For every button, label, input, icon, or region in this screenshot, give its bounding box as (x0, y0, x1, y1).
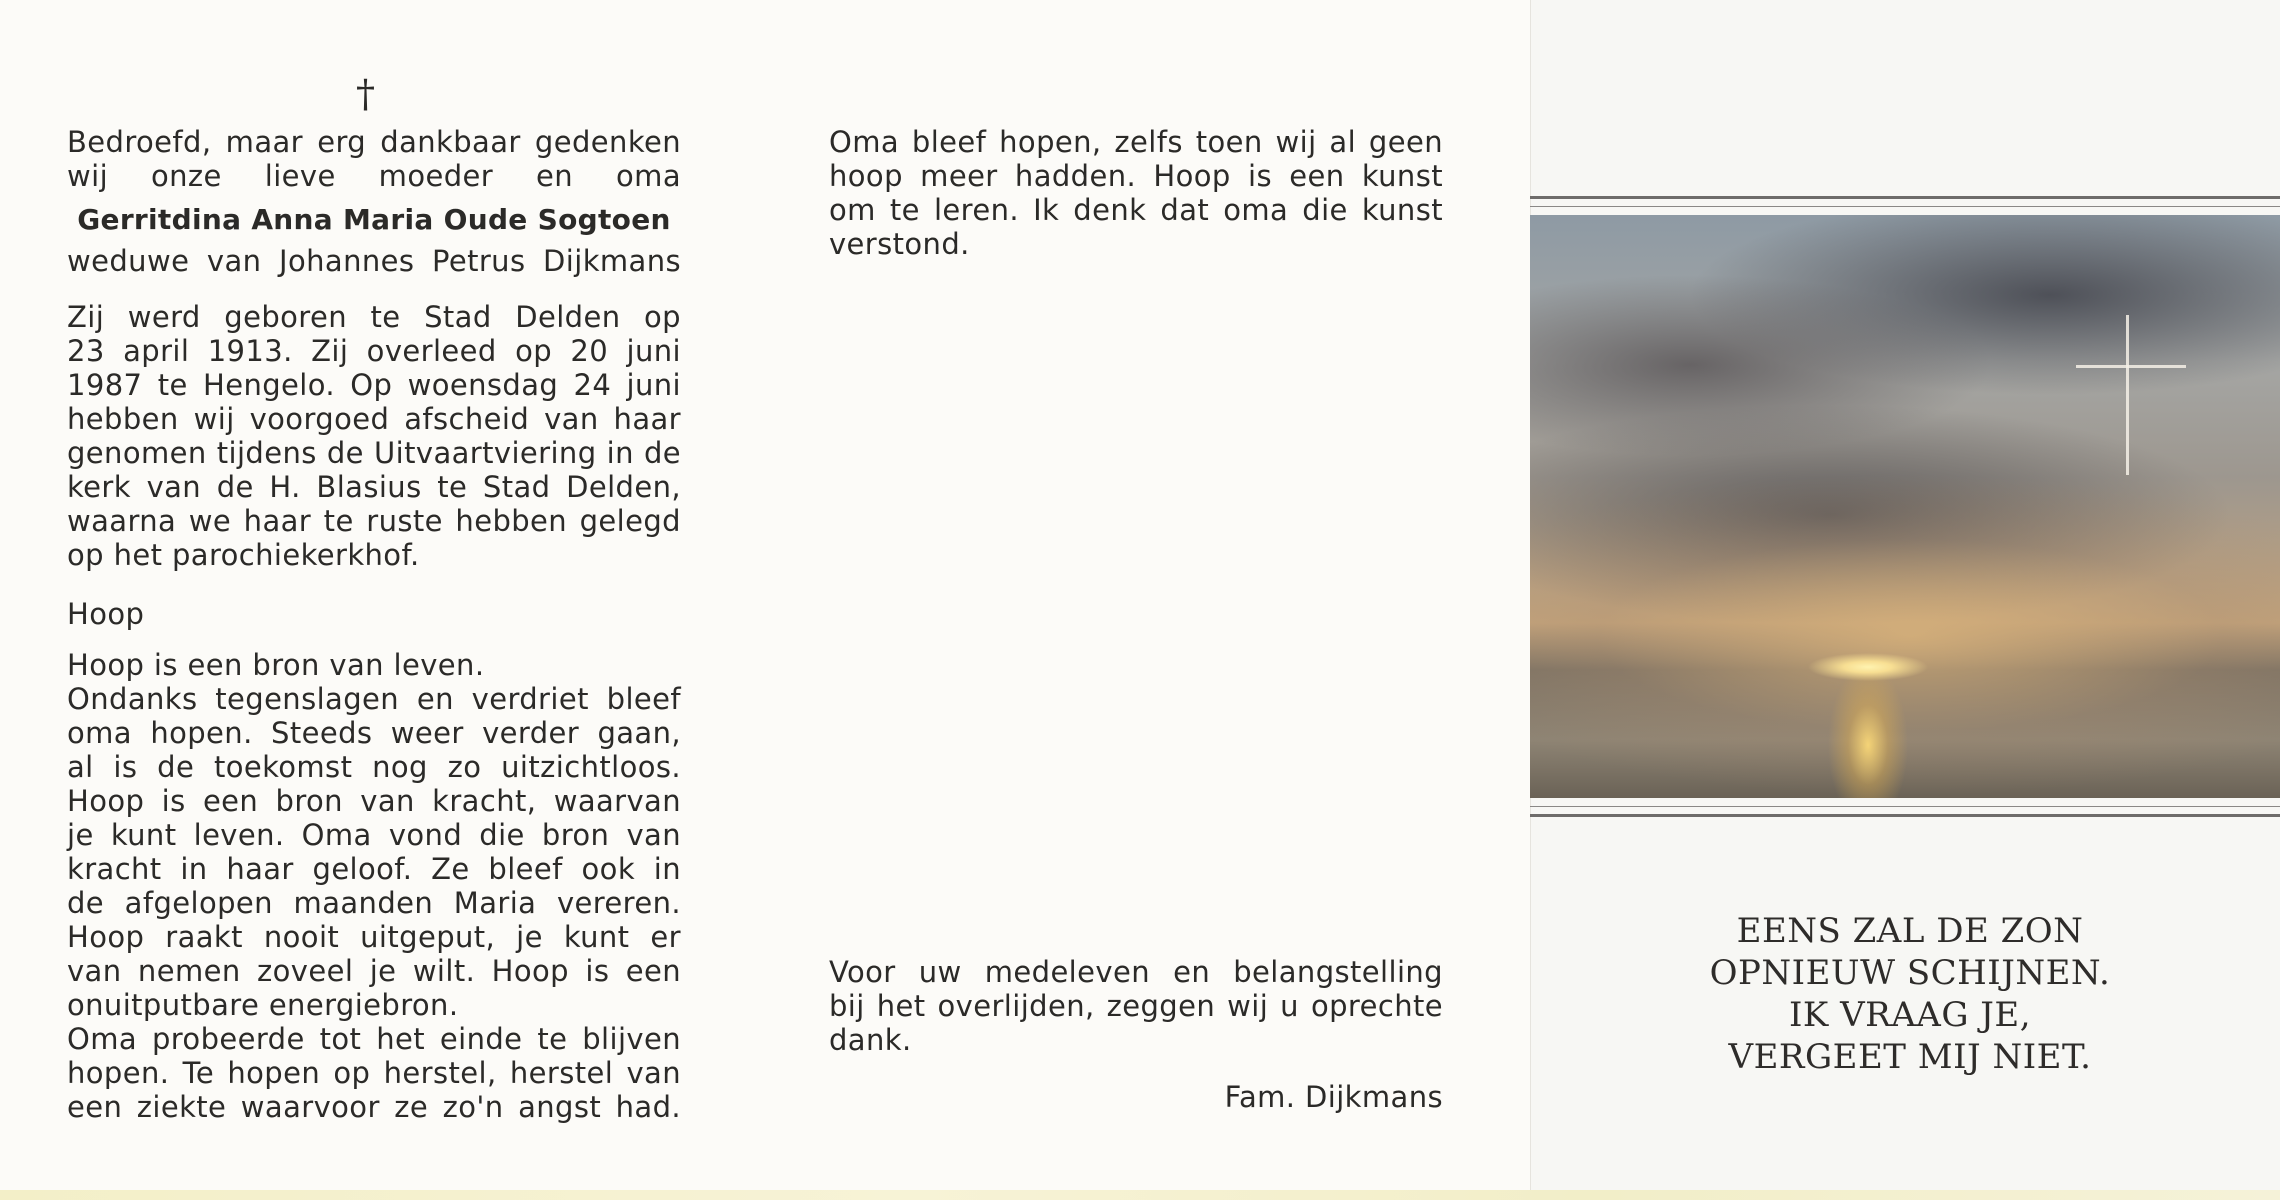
poem-line: al is de toekomst nog zo uitzichtloos. (67, 750, 681, 784)
verse-line: VERGEET MIJ NIET. (1728, 1037, 2092, 1077)
bio-line: hebben wij voorgoed afscheid van haar (67, 402, 681, 436)
intro-line: wij onze lieve moeder en oma (67, 159, 681, 193)
divider (1530, 206, 2280, 207)
divider (1530, 806, 2280, 807)
signature: Fam. Dijkmans (1224, 1080, 1443, 1114)
verse-text (1640, 910, 2180, 1078)
intro-line: Bedroefd, maar erg dankbaar gedenken (67, 125, 681, 159)
cross-icon (2126, 315, 2129, 475)
divider (1530, 814, 2280, 817)
poem-line: onuitputbare energiebron. (67, 988, 459, 1022)
verse-line: OPNIEUW SCHIJNEN. (1709, 953, 2111, 993)
poem-line: je kunt leven. Oma vond die bron van (67, 818, 681, 852)
poem-line: hopen. Te hopen op herstel, herstel van (67, 1056, 681, 1090)
verse-line: IK VRAAG JE, (1788, 995, 2032, 1035)
poem-line: Hoop is een bron van leven. (67, 648, 485, 682)
continuation-text (829, 125, 1443, 261)
poem-line: de afgelopen maanden Maria vereren. (67, 886, 681, 920)
thanks-line: bij het overlijden, zeggen wij u oprechte (829, 989, 1443, 1023)
thanks-text (829, 955, 1443, 1057)
biography-text (67, 300, 681, 572)
poem-line: Oma probeerde tot het einde te blijven (67, 1022, 681, 1056)
poem-title: Hoop (67, 597, 145, 631)
divider (1530, 196, 2280, 199)
poem-line: Ondanks tegenslagen en verdriet bleef (67, 682, 681, 716)
bio-line: 1987 te Hengelo. Op woensdag 24 juni (67, 368, 681, 402)
verse-line: EENS ZAL DE ZON (1736, 911, 2084, 951)
widow-line: weduwe van Johannes Petrus Dijkmans (67, 244, 681, 278)
bio-line: kerk van de H. Blasius te Stad Delden, (67, 470, 681, 504)
continuation-line: om te leren. Ik denk dat oma die kunst (829, 193, 1443, 227)
sunset-photo-frame (1530, 196, 2280, 818)
poem-line: kracht in haar geloof. Ze bleef ook in (67, 852, 681, 886)
poem-line: van nemen zoveel je wilt. Hoop is een (67, 954, 681, 988)
deceased-name: Gerritdina Anna Maria Oude Sogtoen (77, 203, 671, 236)
bio-line: Zij werd geboren te Stad Delden op (67, 300, 681, 334)
poem-line: Hoop raakt nooit uitgeput, je kunt er (67, 920, 681, 954)
bio-line: genomen tijdens de Uitvaartviering in de (67, 436, 681, 470)
continuation-line: Oma bleef hopen, zelfs toen wij al geen (829, 125, 1443, 159)
poem-line: oma hopen. Steeds weer verder gaan, (67, 716, 681, 750)
poem-line: Hoop is een bron van kracht, waarvan (67, 784, 681, 818)
cross-icon: † (356, 72, 375, 116)
bio-line: 23 april 1913. Zij overleed op 20 juni (67, 334, 681, 368)
poem-text (67, 648, 681, 1124)
thanks-line: dank. (829, 1023, 912, 1057)
paper-edge (0, 1190, 2280, 1200)
continuation-line: verstond. (829, 227, 970, 261)
poem-line: een ziekte waarvoor ze zo'n angst had. (67, 1090, 681, 1124)
bio-line: op het parochiekerkhof. (67, 538, 420, 572)
thanks-line: Voor uw medeleven en belangstelling (829, 955, 1443, 989)
bio-line: waarna we haar te ruste hebben gelegd (67, 504, 681, 538)
cross-icon (2076, 365, 2186, 368)
intro-text (67, 125, 681, 193)
sunset-photo (1530, 215, 2280, 798)
continuation-line: hoop meer hadden. Hoop is een kunst (829, 159, 1443, 193)
